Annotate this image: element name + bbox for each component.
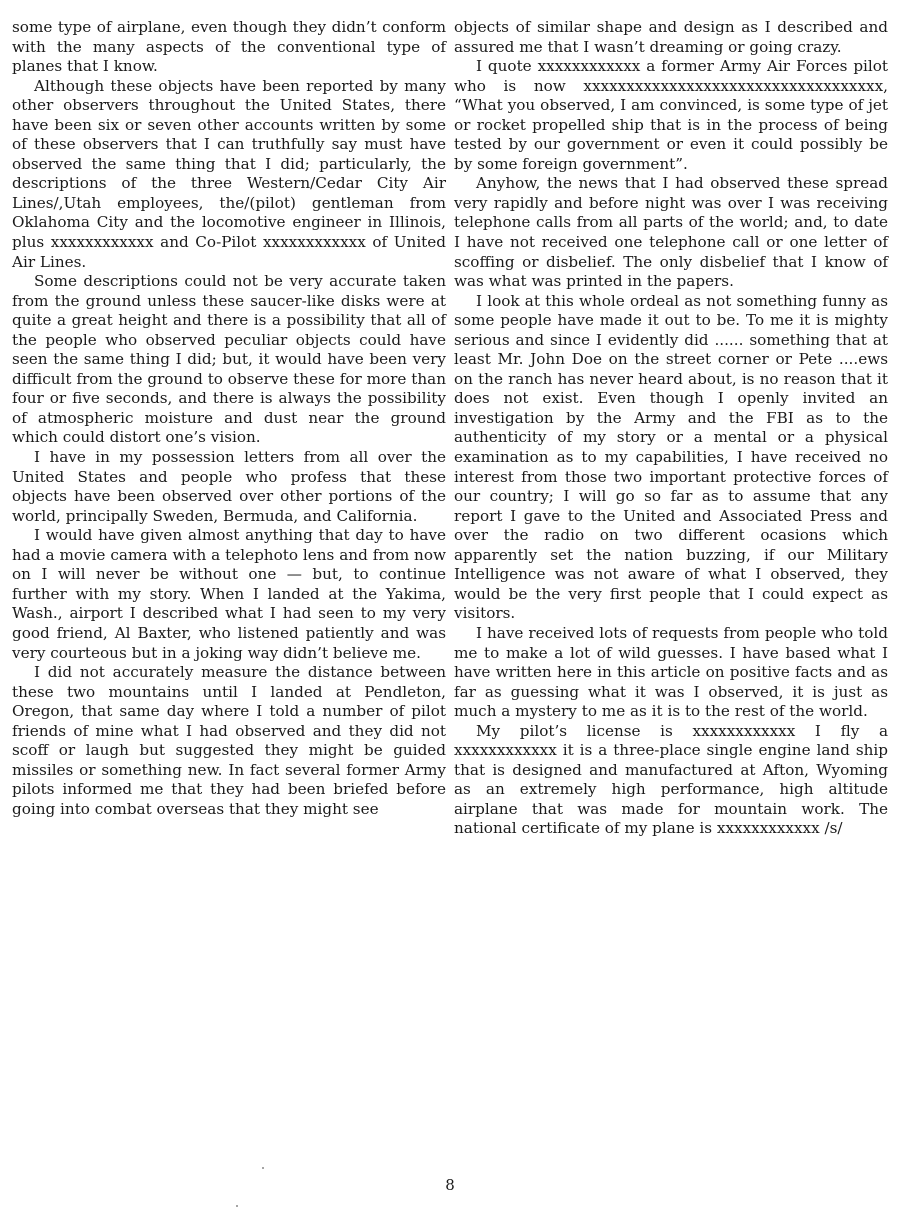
right-text-column bbox=[454, 18, 888, 839]
paragraph: some type of airplane, even though they didn’t conform with the many aspects of the conventional type of planes that I know. bbox=[12, 18, 446, 76]
paragraph: Anyhow, the news that I had observed these spread very rapidly and before night was over I was receiving telephone calls from all parts of the world; and, to date I have not received one telephone call or one letter of scoffing or disbelief. The only disbelief that I know of was what was printed in the papers. bbox=[454, 174, 888, 291]
paragraph: My pilot’s license is xxxxxxxxxxxx I fly a xxxxxxxxxxxx it is a three-place single engine land ship that is designed and manufactured at Afton, Wyoming as an extremely high performance, high altitude airplane that was made for mountain work. The national certificate of my plane is xxxxxxxxxxxx /s/ bbox=[454, 721, 888, 838]
page-number: 8 bbox=[445, 1176, 455, 1194]
scan-speck bbox=[262, 1167, 264, 1169]
paragraph: I have in my possession letters from all over the United States and people who profess that these objects have been observed over other portions of the world, principally Sweden, Bermuda, and California. bbox=[12, 448, 446, 525]
paragraph: I look at this whole ordeal as not something funny as some people have made it out to be. To me it is mighty serious and since I evidently did ...... something that at least Mr. John Doe on the street corner or Pete ....ews on the ranch has never heard about, is no reason that it does not exist. Even though I openly invited an investigation by the Army and the FBI as to the authenticity of my story or a mental or a physical examination as to my capabilities, I have received no interest from those two important protective forces of our country; I will go so far as to assume that any report I gave to the United and Associated Press and over the radio on two different ocasions which apparently set the nation buzzing, if our Military Intelligence was not aware of what I observed, they would be the very first people that I could expect as visitors. bbox=[454, 291, 888, 623]
paragraph: I have received lots of requests from people who told me to make a lot of wild guesses. I have based what I have written here in this article on positive facts and as far as guessing what it was I observed, it is just as much a mystery to me as it is to the rest of the world. bbox=[454, 623, 888, 721]
paragraph: I did not accurately measure the distance between these two mountains until I landed at Pendleton, Oregon, that same day where I told a number of pilot friends of mine what I had observed and they did not scoff or laugh but suggested they might be guided missiles or something new. In fact several former Army pilots informed me that they had been briefed before going into combat overseas that they might see bbox=[12, 663, 446, 818]
paragraph: Although these objects have been reported by many other observers throughout the United States, there have been six or seven other accounts written by some of these observers that I can truthfully say must have observed the same thing that I did; particularly, the descriptions of the three Western/Cedar City Air Lines/,Utah employees, the/(pilot) gentleman from Oklahoma City and the locomotive engineer in Illinois, plus xxxxxxxxxxxx and Co-Pilot xxxxxxxxxxxx of United Air Lines. bbox=[12, 76, 446, 271]
scan-speck bbox=[236, 1205, 238, 1207]
paragraph: I would have given almost anything that day to have had a movie camera with a telephoto lens and from now on I will never be without one — but, to continue further with my story. When I landed at the Yakima, Wash., airport I described what I had seen to my very good friend, Al Baxter, who listened patiently and was very courteous but in a joking way didn’t believe me. bbox=[12, 526, 446, 662]
paragraph: objects of similar shape and design as I described and assured me that I wasn’t dreaming or going crazy. bbox=[454, 18, 888, 56]
left-text-column bbox=[12, 18, 446, 819]
paragraph: Some descriptions could not be very accurate taken from the ground unless these saucer-like disks were at quite a great height and there is a possibility that all of the people who observed peculiar objects could have seen the same thing I did; but, it would have been very difficult from the ground to observe these for more than four or five seconds, and there is always the possibility of atmospheric moisture and dust near the ground which could distort one’s vision. bbox=[12, 272, 446, 447]
paragraph: I quote xxxxxxxxxxxx a former Army Air Forces pilot who is now xxxxxxxxxxxxxxxxxxxxxxxxxxxxxxxxxxx, “What you observed, I am convinced, is some type of jet or rocket propelled ship that is in the process of being tested by our government or even it could possibly be by some foreign government”. bbox=[454, 57, 888, 173]
